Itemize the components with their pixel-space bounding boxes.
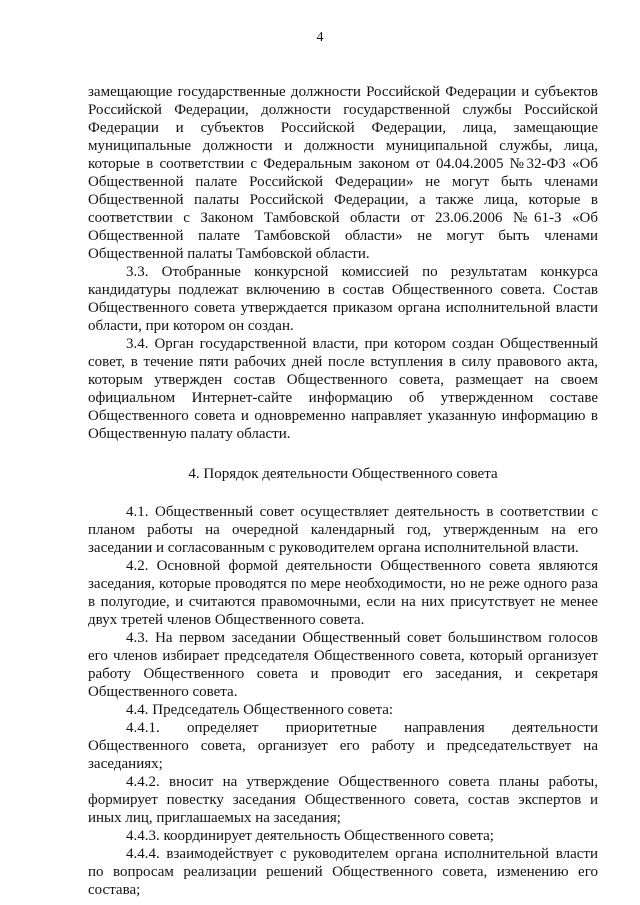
paragraph-4-4-2: 4.4.2. вносит на утверждение Общественного совета планы работы, формирует повестку заседания Общественного совета, состав экспертов и иных лиц, приглашаемых на заседания; [88, 774, 598, 826]
paragraph-4-3: 4.3. На первом заседании Общественный совет большинством голосов его членов избирает председателя Общественного совета, который организует работу Общественного совета и проводит его заседания, и секретаря Общественного совета. [88, 630, 598, 700]
paragraph-continuation: замещающие государственные должности Российской Федерации и субъектов Российской Федерации, должности государственной службы Российской Федерации и субъектов Российской Федерации, лица, замещающие муниципальные должности и должности муниципальной службы, лица, которые в соответствии с Федеральным законом от 04.04.2005 №32-ФЗ «Об Общественной палате Российской Федерации» не могут быть членами Общественной палаты Российской Федерации, а также лица, которые в соответствии с Законом Тамбовской области от 23.06.2006 №61-З «Об Общественной палате Тамбовской области» не могут быть членами Общественной палаты Тамбовской области. [88, 84, 598, 262]
paragraph-3-3: 3.3. Отобранные конкурсной комиссией по результатам конкурса кандидатуры подлежат включению в состав Общественного совета. Состав Общественного совета утверждается приказом органа исполнительной власти области, при котором он создан. [88, 264, 598, 334]
paragraph-4-4-3: 4.4.3. координирует деятельность Общественного совета; [126, 828, 494, 844]
page-number: 4 [316, 30, 324, 45]
paragraph-4-2: 4.2. Основной формой деятельности Общественного совета являются заседания, которые проводятся по мере необходимости, но не реже одного раза в полугодие, и считаются правомочными, если на них присутствует не менее двух третей членов Общественного совета. [88, 558, 598, 628]
paragraph-4-4-4: 4.4.4. взаимодействует с руководителем органа исполнительной власти по вопросам реализации решений Общественного совета, изменению его состава; [88, 846, 598, 898]
document-body [88, 83, 598, 899]
paragraph-4-4: 4.4. Председатель Общественного совета: [126, 702, 394, 718]
section-heading: 4. Порядок деятельности Общественного совета [188, 466, 498, 482]
paragraph-4-4-1: 4.4.1. определяет приоритетные направления деятельности Общественного совета, организует его работу и председательствует на заседаниях; [88, 720, 598, 772]
paragraph-4-1: 4.1. Общественный совет осуществляет деятельность в соответствии с планом работы на очередной календарный год, утвержденным на его заседании и согласованным с руководителем органа исполнительной власти. [88, 504, 598, 556]
paragraph-3-4: 3.4. Орган государственной власти, при котором создан Общественный совет, в течение пяти рабочих дней после вступления в силу правового акта, которым утвержден состав Общественного совета, размещает на своем официальном Интернет-сайте информацию об утвержденном составе Общественного совета и одновременно направляет указанную информацию в Общественную палату области. [88, 336, 598, 442]
